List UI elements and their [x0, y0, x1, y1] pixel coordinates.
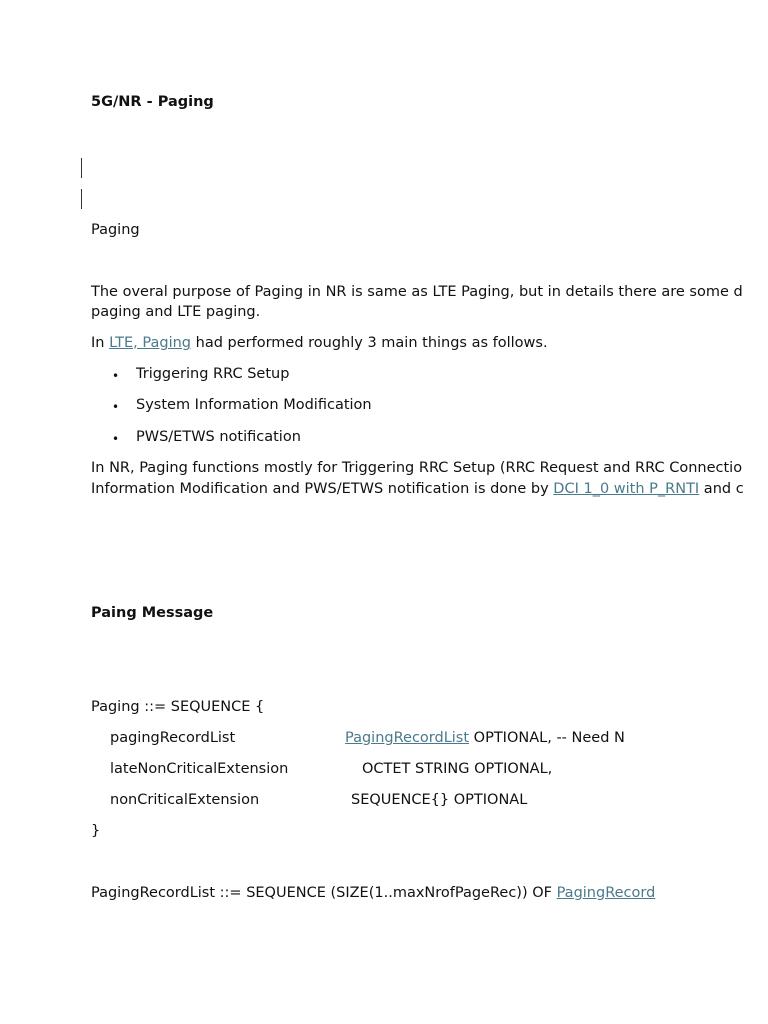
code-open: Paging ::= SEQUENCE { — [91, 699, 265, 715]
list-item: System Information Modification — [136, 397, 372, 413]
nr-line-2 — [91, 479, 744, 499]
record-list-prefix: PagingRecordList ::= SEQUENCE (SIZE(1..maxNrofPageRec)) OF — [91, 885, 557, 901]
nr-line-2-prefix: Information Modification and PWS/ETWS notification is done by — [91, 481, 554, 497]
paging-record-link[interactable]: PagingRecord — [556, 885, 656, 901]
nr-line-1: In NR, Paging functions mostly for Triggering RRC Setup (RRC Request and RRC Connectio — [91, 460, 743, 476]
paging-record-list-link[interactable]: PagingRecordList — [345, 730, 470, 746]
field-type: OCTET STRING OPTIONAL, — [362, 761, 553, 777]
message-heading: Paing Message — [91, 605, 214, 621]
record-list-definition — [91, 883, 655, 903]
bullet-dot: • — [112, 369, 120, 383]
field-type — [345, 728, 625, 748]
text-cursor — [81, 189, 82, 209]
field-name: lateNonCriticalExtension — [110, 761, 289, 777]
lte-sentence-prefix: In — [91, 335, 110, 351]
lte-sentence — [91, 333, 548, 353]
list-item: PWS/ETWS notification — [136, 429, 301, 445]
dci-p-rnti-link[interactable]: DCI 1_0 with P_RNTI — [553, 481, 700, 497]
lte-paging-link[interactable]: LTE, Paging — [109, 335, 192, 351]
text-cursor — [81, 158, 82, 178]
intro-line-1: The overal purpose of Paging in NR is same as LTE Paging, but in details there are some d — [91, 284, 743, 300]
field-type: SEQUENCE{} OPTIONAL — [351, 792, 528, 808]
nr-line-2-suffix: and c — [699, 481, 744, 497]
intro-line-2: paging and LTE paging. — [91, 304, 261, 320]
list-item: Triggering RRC Setup — [136, 366, 290, 382]
lte-sentence-suffix: had performed roughly 3 main things as follows. — [191, 335, 548, 351]
field-name: nonCriticalExtension — [110, 792, 260, 808]
section-heading: Paging — [91, 222, 140, 238]
field-name: pagingRecordList — [110, 730, 236, 746]
code-close: } — [91, 823, 101, 839]
bullet-dot: • — [112, 400, 120, 414]
bullet-dot: • — [112, 432, 120, 446]
field-type-rest: OPTIONAL, -- Need N — [469, 730, 625, 746]
page-title: 5G/NR - Paging — [91, 94, 214, 110]
